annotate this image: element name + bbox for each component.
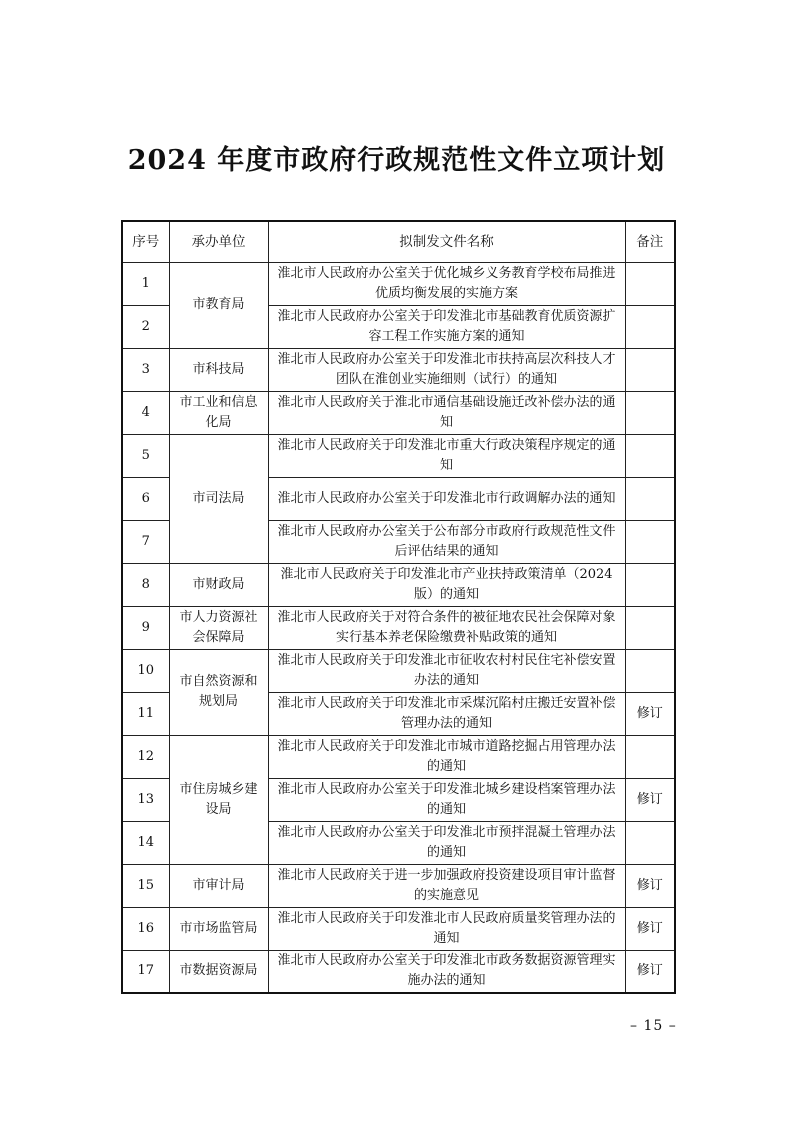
row-number: 11	[122, 692, 169, 735]
document-name: 淮北市人民政府关于进一步加强政府投资建设项目审计监督的实施意见	[268, 864, 625, 907]
document-name: 淮北市人民政府关于对符合条件的被征地农民社会保障对象实行基本养老保险缴费补贴政策的通知	[268, 606, 625, 649]
row-number: 15	[122, 864, 169, 907]
table-row	[122, 434, 675, 477]
row-number: 13	[122, 778, 169, 821]
project-plan-table	[121, 220, 676, 994]
row-number: 16	[122, 907, 169, 950]
unit-cell: 市数据资源局	[169, 950, 268, 993]
table-row	[122, 907, 675, 950]
document-name: 淮北市人民政府办公室关于公布部分市政府行政规范性文件后评估结果的通知	[268, 520, 625, 563]
header-doc: 拟制发文件名称	[268, 221, 625, 262]
unit-cell: 市工业和信息化局	[169, 391, 268, 434]
remark-cell	[625, 735, 675, 778]
remark-cell	[625, 649, 675, 692]
unit-cell: 市教育局	[169, 262, 268, 348]
row-number: 6	[122, 477, 169, 520]
remark-cell	[625, 821, 675, 864]
remark-cell	[625, 262, 675, 305]
table-row	[122, 563, 675, 606]
unit-cell: 市自然资源和规划局	[169, 649, 268, 735]
unit-cell: 市财政局	[169, 563, 268, 606]
remark-cell: 修订	[625, 778, 675, 821]
table-row	[122, 649, 675, 692]
remark-cell	[625, 305, 675, 348]
document-name: 淮北市人民政府办公室关于优化城乡义务教育学校布局推进优质均衡发展的实施方案	[268, 262, 625, 305]
document-name: 淮北市人民政府关于印发淮北市城市道路挖掘占用管理办法的通知	[268, 735, 625, 778]
remark-cell	[625, 606, 675, 649]
remark-cell	[625, 520, 675, 563]
document-name: 淮北市人民政府办公室关于印发淮北市基础教育优质资源扩容工程工作实施方案的通知	[268, 305, 625, 348]
remark-cell: 修订	[625, 692, 675, 735]
row-number: 4	[122, 391, 169, 434]
unit-cell: 市市场监管局	[169, 907, 268, 950]
row-number: 12	[122, 735, 169, 778]
document-name: 淮北市人民政府关于印发淮北市征收农村村民住宅补偿安置办法的通知	[268, 649, 625, 692]
remark-cell	[625, 563, 675, 606]
document-name: 淮北市人民政府办公室关于印发淮北市政务数据资源管理实施办法的通知	[268, 950, 625, 993]
unit-cell: 市科技局	[169, 348, 268, 391]
remark-cell	[625, 391, 675, 434]
row-number: 9	[122, 606, 169, 649]
remark-cell	[625, 348, 675, 391]
row-number: 10	[122, 649, 169, 692]
table-row	[122, 262, 675, 305]
document-name: 淮北市人民政府关于印发淮北市人民政府质量奖管理办法的通知	[268, 907, 625, 950]
page-title: 2024 年度市政府行政规范性文件立项计划	[127, 145, 666, 176]
document-name: 淮北市人民政府办公室关于印发淮北市行政调解办法的通知	[268, 477, 625, 520]
header-no: 序号	[122, 221, 169, 262]
remark-cell	[625, 434, 675, 477]
document-name: 淮北市人民政府关于印发淮北市产业扶持政策清单（2024版）的通知	[268, 563, 625, 606]
table-row	[122, 950, 675, 993]
remark-cell: 修订	[625, 907, 675, 950]
remark-cell: 修订	[625, 864, 675, 907]
document-name: 淮北市人民政府关于印发淮北市重大行政决策程序规定的通知	[268, 434, 625, 477]
row-number: 1	[122, 262, 169, 305]
row-number: 5	[122, 434, 169, 477]
document-name: 淮北市人民政府办公室关于印发淮北市扶持高层次科技人才团队在淮创业实施细则（试行）的通知	[268, 348, 625, 391]
document-name: 淮北市人民政府办公室关于印发淮北城乡建设档案管理办法的通知	[268, 778, 625, 821]
unit-cell: 市住房城乡建设局	[169, 735, 268, 864]
row-number: 2	[122, 305, 169, 348]
page-number: – 15 –	[630, 1018, 677, 1034]
header-remark: 备注	[625, 221, 675, 262]
unit-cell: 市审计局	[169, 864, 268, 907]
row-number: 3	[122, 348, 169, 391]
table-row	[122, 735, 675, 778]
remark-cell	[625, 477, 675, 520]
remark-cell: 修订	[625, 950, 675, 993]
header-unit: 承办单位	[169, 221, 268, 262]
row-number: 8	[122, 563, 169, 606]
row-number: 7	[122, 520, 169, 563]
row-number: 14	[122, 821, 169, 864]
document-name: 淮北市人民政府办公室关于印发淮北市预拌混凝土管理办法的通知	[268, 821, 625, 864]
unit-cell: 市人力资源社会保障局	[169, 606, 268, 649]
document-name: 淮北市人民政府关于淮北市通信基础设施迁改补偿办法的通知	[268, 391, 625, 434]
unit-cell: 市司法局	[169, 434, 268, 563]
table-row	[122, 348, 675, 391]
table-row	[122, 391, 675, 434]
document-name: 淮北市人民政府关于印发淮北市采煤沉陷村庄搬迁安置补偿管理办法的通知	[268, 692, 625, 735]
row-number: 17	[122, 950, 169, 993]
table-row	[122, 864, 675, 907]
table-row	[122, 606, 675, 649]
table-header-row	[122, 221, 675, 262]
